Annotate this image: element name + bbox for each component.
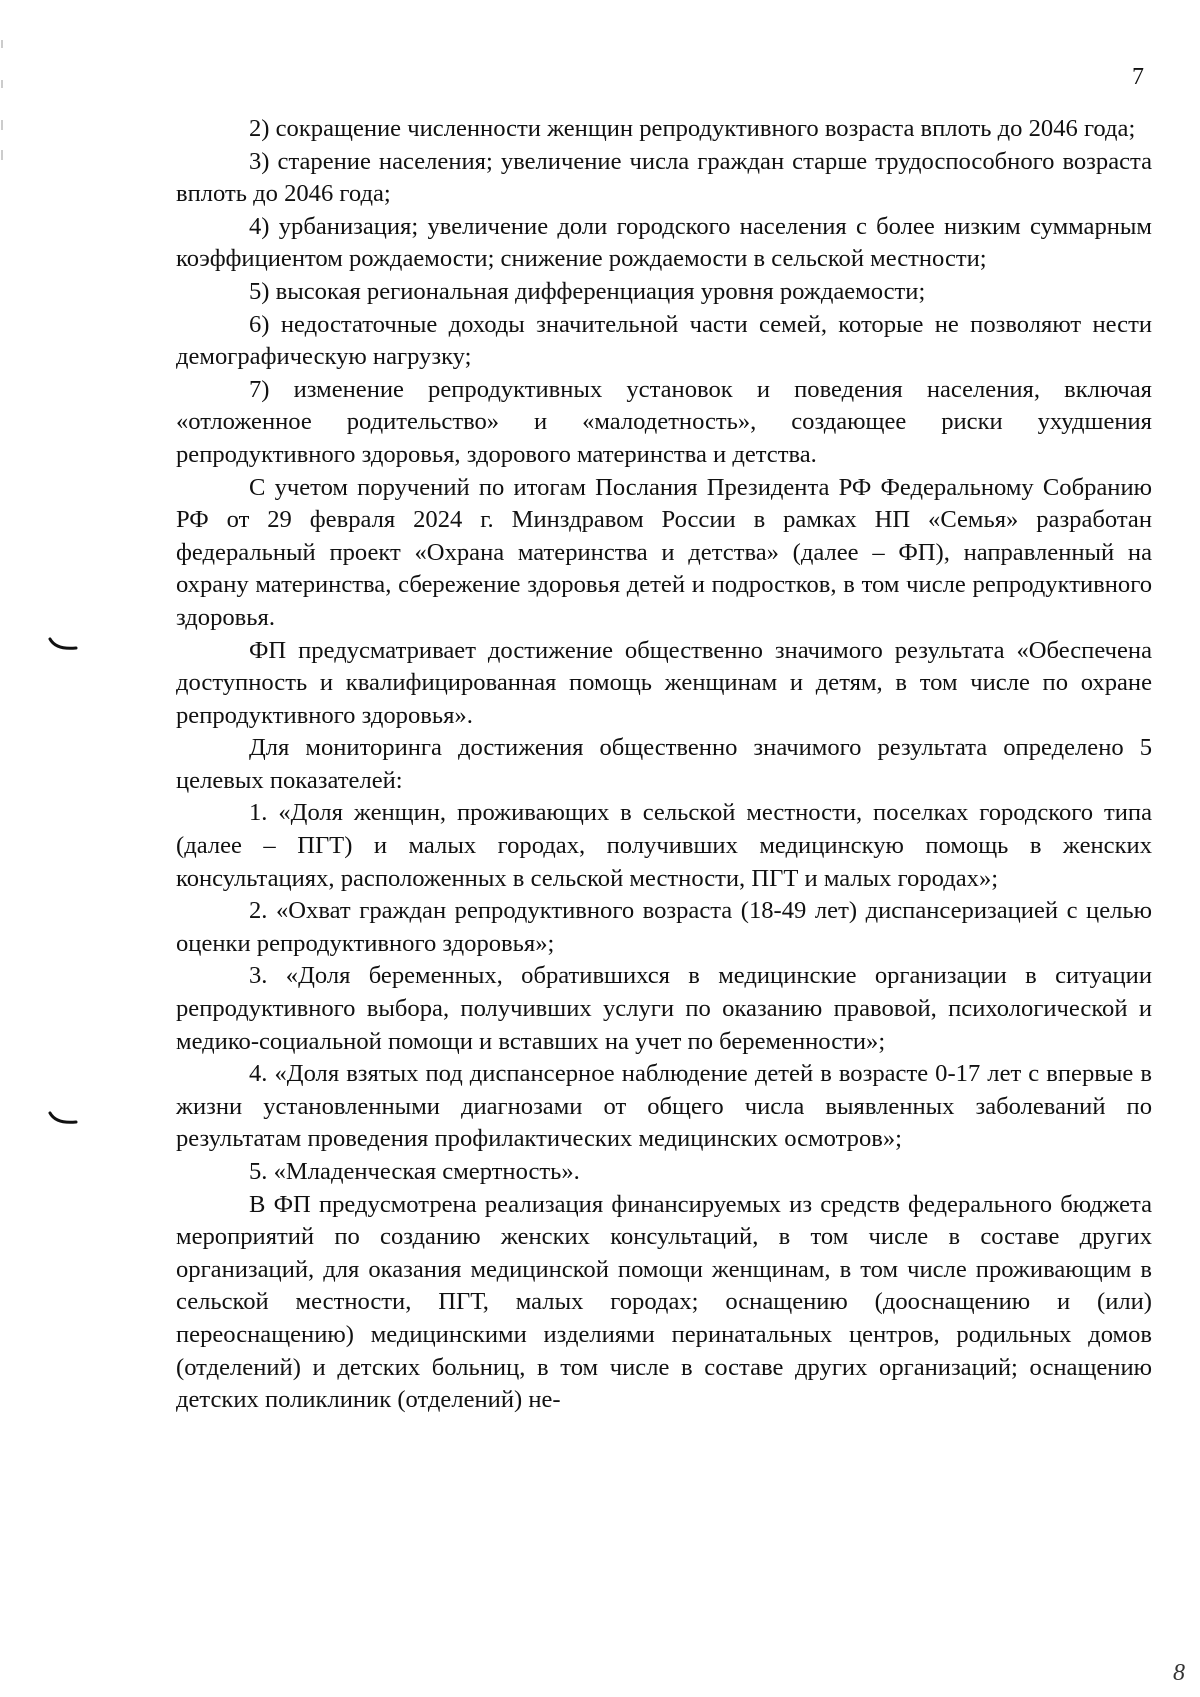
list-item: 5. «Младенческая смертность». [249,1158,580,1185]
paragraph: 2) сокращение численности женщин репродуктивного возраста вплоть до 2046 года; [249,115,1136,142]
paragraph: В ФП предусмотрена реализация финансируемых из средств федерального бюджета мероприятий по созданию женских консультаций, в том числе в составе других организаций, для оказания медицинской помощи женщинам, в том числе проживающим в сельской местности, ПГТ, малых городах; оснащению (дооснащению и (или) переоснащению) медицинскими изделиями перинатальных центров, родильных домов (отделений) и детских больниц, в том числе в составе других организаций; оснащению детских поликлиник (отделений) не- [176,1190,1152,1414]
paragraph: 3) старение населения; увеличение числа граждан старше трудоспособного возраста вплоть до 2046 года; [176,147,1152,208]
list-item: 2. «Охват граждан репродуктивного возраста (18-49 лет) диспансеризацией с целью оценки репродуктивного здоровья»; [176,897,1152,957]
paragraph: С учетом поручений по итогам Послания Президента РФ Федеральному Собранию РФ от 29 февраля 2024 г. Минздравом России в рамках НП «Семья» разработан федеральный проект «Охрана материнства и детства» (далее – ФП), направленный на охрану материнства, сбережение здоровья детей и подростков, в том числе репродуктивного здоровья. [176,473,1152,631]
paragraph: 4) урбанизация; увеличение доли городского населения с более низким суммарным коэффициентом рождаемости; снижение рождаемости в сельской местности; [176,212,1152,273]
paragraph: 5) высокая региональная дифференциация уровня рождаемости; [249,277,926,305]
list-item: 3. «Доля беременных, обратившихся в медицинские организации в ситуации репродуктивного выбора, получивших услуги по оказанию правовой, психологической и медико-социальной помощи и вставших на учет по беременности»; [176,962,1152,1055]
paragraph: 6) недостаточные доходы значительной части семей, которые не позволяют нести демографическую нагрузку; [176,310,1152,371]
paragraph: 7) изменение репродуктивных установок и поведения населения, включая «отложенное родительство» и «малодетность», создающее риски ухудшения репродуктивного здоровья, здорового материнства и детства. [176,375,1152,468]
margin-bracket-mark [48,636,78,654]
page-number: 7 [1132,64,1144,90]
paragraph: Для мониторинга достижения общественно значимого результата определено 5 целевых показателей: [176,734,1152,794]
handwritten-page-number: 8 [1173,1660,1185,1686]
list-item: 4. «Доля взятых под диспансерное наблюдение детей в возрасте 0-17 лет с впервые в жизни установленными диагнозами от общего числа выявленных заболеваний по результатам проведения профилактических медицинских осмотров»; [176,1060,1152,1153]
scan-edge-marks [0,20,12,220]
document-body [176,113,1152,1417]
paragraph: ФП предусматривает достижение общественно значимого результата «Обеспечена доступность и квалифицированная помощь женщинам и детям, в том числе по охране репродуктивного здоровья». [176,636,1152,729]
margin-bracket-mark [48,1110,78,1128]
list-item: 1. «Доля женщин, проживающих в сельской местности, поселках городского типа (далее – ПГТ) и малых городах, получивших медицинскую помощь в женских консультациях, расположенных в сельской местности, ПГТ и малых городах»; [176,799,1152,892]
